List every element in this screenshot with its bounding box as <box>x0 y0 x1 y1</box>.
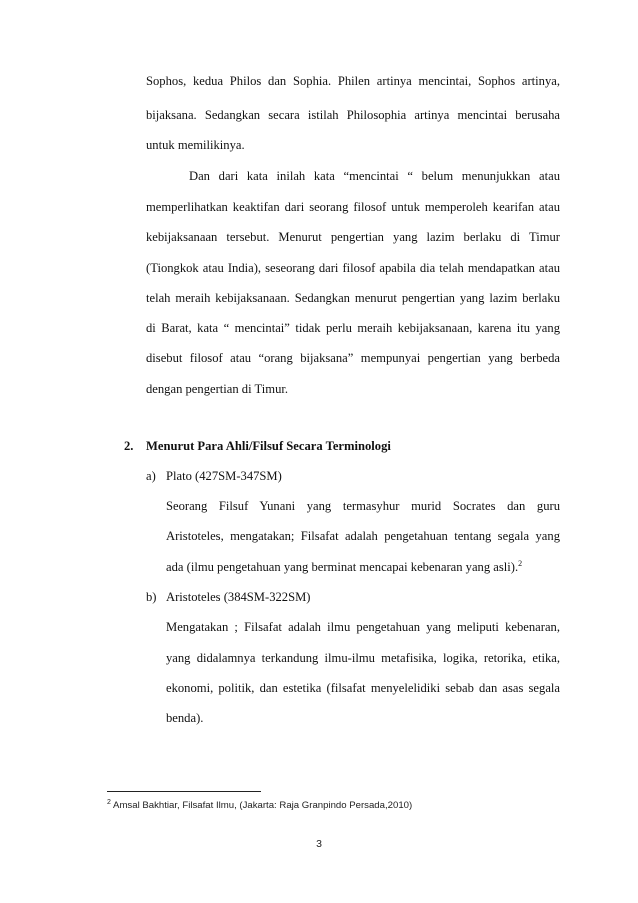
section-title: Menurut Para Ahli/Filsuf Secara Terminologi <box>146 439 391 453</box>
footnote-marker: 2 <box>107 798 111 806</box>
paragraph-2-line-4: (Tiongkok atau India), seseorang dari filosof apabila dia telah mendapatkan atau <box>146 261 560 275</box>
section-number: 2. <box>124 439 134 453</box>
paragraph-2-line-8: dengan pengertian di Timur. <box>146 382 289 396</box>
item-a-line-3 <box>166 559 560 575</box>
footnote-separator <box>107 791 261 792</box>
paragraph-1-line-1: Sophos, kedua Philos dan Sophia. Philen artinya mencintai, Sophos artinya, <box>146 74 560 88</box>
list-item-a-label: a) <box>146 469 156 483</box>
item-a-line-1: Seorang Filsuf Yunani yang termasyhur murid Socrates dan guru <box>166 499 560 513</box>
item-b-line-3: ekonomi, politik, dan estetika (filsafat menyelelidiki sebab dan asas segala <box>166 681 560 695</box>
list-item-b-header <box>146 589 310 605</box>
footnote <box>107 800 412 812</box>
paragraph-1-line-3: untuk memilikinya. <box>146 138 245 152</box>
paragraph-2-line-6: di Barat, kata “ mencintai” tidak perlu meraih kebijaksanaan, karena itu yang <box>146 321 560 335</box>
item-a-line-2: Aristoteles, mengatakan; Filsafat adalah pengetahuan tentang segala yang <box>166 529 560 543</box>
paragraph-2-line-2: memperlihatkan keaktifan dari seorang filosof untuk memperoleh kearifan atau <box>146 200 560 214</box>
item-b-line-1: Mengatakan ; Filsafat adalah ilmu pengetahuan yang meliputi kebenaran, <box>166 620 560 634</box>
paragraph-2-line-7: disebut filosof atau “orang bijaksana” mempunyai pengertian yang berbeda <box>146 351 560 365</box>
footnote-reference[interactable]: 2 <box>518 558 523 568</box>
list-item-b-label: b) <box>146 590 157 604</box>
section-heading <box>124 438 391 454</box>
list-item-a-header <box>146 468 282 484</box>
page-number: 3 <box>316 838 322 850</box>
item-b-line-2: yang didalamnya terkandung ilmu-ilmu metafisika, logika, retorika, etika, <box>166 651 560 665</box>
list-item-b-title: Aristoteles (384SM-322SM) <box>166 590 311 604</box>
paragraph-2-line-5: telah meraih kebijaksanaan. Sedangkan menurut pengertian yang lazim berlaku <box>146 291 560 305</box>
paragraph-1-line-2: bijaksana. Sedangkan secara istilah Philosophia artinya mencintai berusaha <box>146 108 560 122</box>
footnote-text: Amsal Bakhtiar, Filsafat Ilmu, (Jakarta: Raja Granpindo Persada,2010) <box>110 800 413 811</box>
paragraph-2-line-3: kebijaksanaan tersebut. Menurut pengertian yang lazim berlaku di Timur <box>146 230 560 244</box>
item-b-line-4: benda). <box>166 711 204 725</box>
item-a-line-3-text: ada (ilmu pengetahuan yang berminat mencapai kebenaran yang asli). <box>166 560 519 574</box>
paragraph-2-line-1: Dan dari kata inilah kata “mencintai “ belum menunjukkan atau <box>189 169 560 183</box>
list-item-a-title: Plato (427SM-347SM) <box>166 469 282 483</box>
